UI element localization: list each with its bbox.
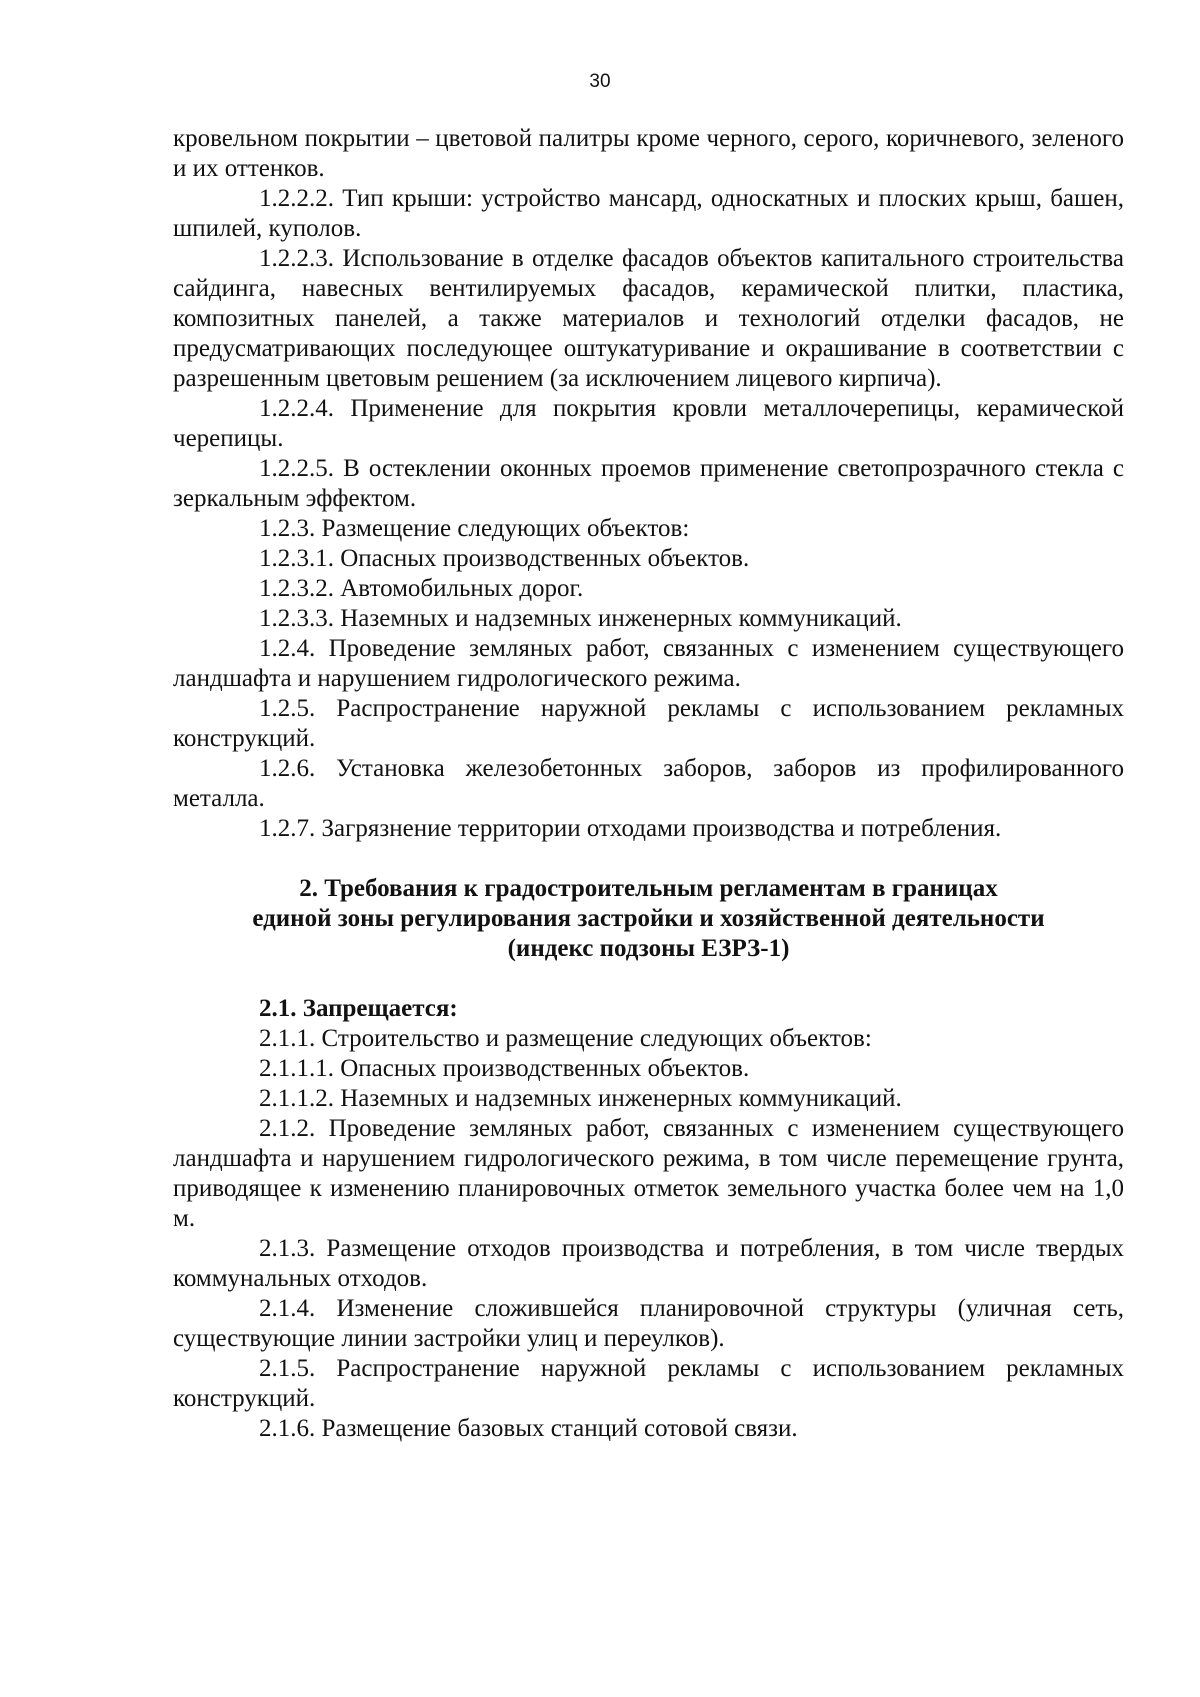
paragraph-2-1-2: 2.1.2. Проведение земляных работ, связанных с изменением существующего ландшафта и нарушением гидрологического режима, в том числе перемещение грунта, приводящее к изменению планировочных отметок земельного участка более чем на 1,0 м. bbox=[173, 1115, 1124, 1232]
paragraph-continuation: кровельном покрытии – цветовой палитры кроме черного, серого, коричневого, зеленого и их оттенков. bbox=[173, 125, 1124, 182]
section-heading-line-1: 2. Требования к градостроительным регламентам в границах bbox=[299, 875, 998, 902]
paragraph-1-2-2-4: 1.2.2.4. Применение для покрытия кровли металлочерепицы, керамической черепицы. bbox=[173, 395, 1124, 452]
paragraph-1-2-2-3: 1.2.2.3. Использование в отделке фасадов объектов капитального строительства сайдинга, навесных вентилируемых фасадов, керамической плитки, пластика, композитных панелей, а также материалов и технологий отделки фасадов, не предусматривающих последующее оштукатуривание и окрашивание в соответствии с разрешенным цветовым решением (за исключением лицевого кирпича). bbox=[173, 245, 1124, 392]
paragraph-1-2-2-5: 1.2.2.5. В остеклении оконных проемов применение светопрозрачного стекла с зеркальным эффектом. bbox=[173, 455, 1124, 512]
subsection-heading: 2.1. Запрещается: bbox=[259, 995, 458, 1022]
document-body bbox=[173, 124, 1124, 1444]
paragraph-2-1-1: 2.1.1. Строительство и размещение следующих объектов: bbox=[259, 1025, 872, 1052]
paragraph-1-2-3-3: 1.2.3.3. Наземных и надземных инженерных коммуникаций. bbox=[259, 605, 902, 632]
paragraph-1-2-6: 1.2.6. Установка железобетонных заборов, заборов из профилированного металла. bbox=[173, 755, 1124, 812]
paragraph-2-1-1-1: 2.1.1.1. Опасных производственных объектов. bbox=[259, 1055, 750, 1082]
page-number: 30 bbox=[589, 71, 611, 92]
section-heading-line-2: единой зоны регулирования застройки и хозяйственной деятельности bbox=[252, 905, 1045, 932]
paragraph-2-1-3: 2.1.3. Размещение отходов производства и потребления, в том числе твердых коммунальных отходов. bbox=[173, 1235, 1124, 1292]
paragraph-2-1-6: 2.1.6. Размещение базовых станций сотовой связи. bbox=[259, 1415, 798, 1442]
paragraph-1-2-4: 1.2.4. Проведение земляных работ, связанных с изменением существующего ландшафта и нарушением гидрологического режима. bbox=[173, 635, 1124, 692]
paragraph-1-2-2-2: 1.2.2.2. Тип крыши: устройство мансард, односкатных и плоских крыш, башен, шпилей, куполов. bbox=[173, 185, 1124, 242]
section-heading bbox=[173, 874, 1124, 964]
paragraph-1-2-5: 1.2.5. Распространение наружной рекламы с использованием рекламных конструкций. bbox=[173, 695, 1124, 752]
paragraph-1-2-3-1: 1.2.3.1. Опасных производственных объектов. bbox=[259, 545, 750, 572]
paragraph-2-1-5: 2.1.5. Распространение наружной рекламы с использованием рекламных конструкций. bbox=[173, 1355, 1124, 1412]
paragraph-2-1-4: 2.1.4. Изменение сложившейся планировочной структуры (уличная сеть, существующие линии застройки улиц и переулков). bbox=[173, 1295, 1124, 1352]
section-heading-line-3: (индекс подзоны ЕЗРЗ-1) bbox=[507, 935, 790, 962]
paragraph-1-2-3-2: 1.2.3.2. Автомобильных дорог. bbox=[259, 575, 584, 602]
paragraph-1-2-7: 1.2.7. Загрязнение территории отходами производства и потребления. bbox=[259, 815, 1002, 842]
paragraph-1-2-3: 1.2.3. Размещение следующих объектов: bbox=[259, 515, 690, 542]
paragraph-2-1-1-2: 2.1.1.2. Наземных и надземных инженерных коммуникаций. bbox=[259, 1085, 902, 1112]
